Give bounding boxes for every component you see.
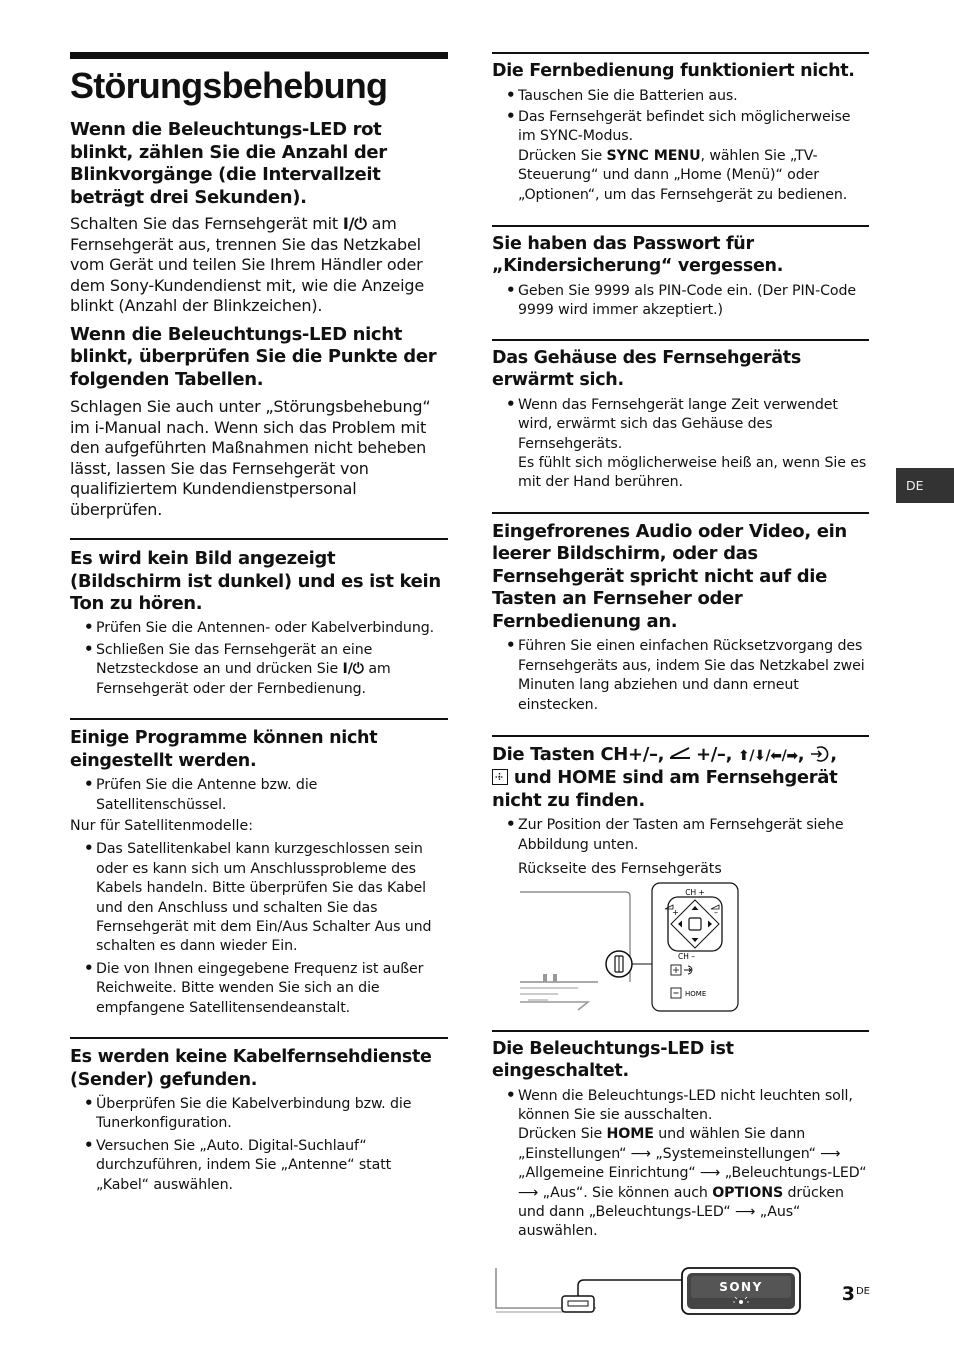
power-symbol: I/⏻ [342,661,364,678]
arrow-icon: ⟶ [700,1165,721,1182]
section-divider [492,1030,869,1032]
list-item: • Schließen Sie das Fernsehgerät an eine Netzsteckdose an und drücken Sie I/⏻ am Fernsehgerät oder der Fernbedienung. [70,641,448,699]
led-blinks-heading: Wenn die Beleuchtungs-LED rot blinkt, zählen Sie die Anzahl der Blinkvorgänge (die Intervallzeit beträgt drei Sekunden). [70,119,387,208]
remote-heading: Die Fernbedienung funktioniert nicht. [492,61,855,81]
tv-led-figure [492,1266,812,1322]
figure-caption: Rückseite des Fernsehgeräts [518,861,722,878]
section-divider [492,735,869,737]
input-icon [810,746,830,762]
housing-heading: Das Gehäuse des Fernsehgeräts erwärmt sich. [492,347,801,391]
list-item: • Führen Sie einen einfachen Rücksetzvorgang des Fernsehgeräts aus, indem Sie das Netzkabel zwei Minuten lang abziehen und dann erneut einstecken. [492,637,869,715]
list-item: • Versuchen Sie „Auto. Digital-Suchlauf“ durchzuführen, indem Sie „Antenne“ statt „Kabel“ auswählen. [70,1137,448,1195]
list-item: • Prüfen Sie die Antenne bzw. die Satellitenschüssel. [70,776,448,815]
programs-heading: Einige Programme können nicht eingestellt werden. [70,728,378,771]
option-icon [492,769,508,785]
satellite-note: Nur für Satellitenmodelle: [70,817,254,834]
list-item: • Das Fernsehgerät befindet sich möglicherweise im SYNC-Modus. Drücken Sie SYNC MENU, wählen Sie „TV-Steuerung“ und dann „Home (Menü)“ oder „Optionen“, um das Fernsehgerät zu bedienen. [492,108,869,205]
page-number: 3DE [841,1283,870,1305]
frozen-list [492,637,869,715]
led-on-list [492,1087,869,1242]
section-divider [492,52,869,54]
section-divider [492,225,869,227]
housing-list [492,396,869,493]
led-no-blink-text: Schlagen Sie auch unter „Störungsbehebung“ im i-Manual nach. Wenn sich das Problem mit den aufgeführten Maßnahmen nicht beheben lässt, lassen Sie das Fernsehgerät von qualifiziertem Kundendienstpersonal überprüfen. [70,397,431,519]
title-rule [70,52,448,59]
power-symbol: I/⏻ [342,214,367,233]
list-item: • Die von Ihnen eingegebene Frequenz ist außer Reichweite. Bitte wenden Sie sich an die empfangene Satellitensendeanstalt. [70,960,448,1018]
vol-minus-label: – [714,907,718,917]
frozen-heading: Eingefrorenes Audio oder Video, ein leerer Bildschirm, oder das Fernsehgerät spricht nicht auf die Tasten an Fernseher oder Fernbedienung an. [492,520,847,632]
list-item: • Geben Sie 9999 als PIN-Code ein. (Der PIN-Code 9999 wird immer akzeptiert.) [492,282,869,321]
section-divider [492,339,869,341]
list-item: • Wenn die Beleuchtungs-LED nicht leuchten soll, können Sie sie ausschalten. Drücken Sie HOME und wählen Sie dann „Einstellungen“ ⟶ „Systemeinstellungen“ ⟶ „Allgemeine Einrichtung“ ⟶ „Beleuchtungs-LED“ ⟶ „Aus“. Sie können auch OPTIONS drücken und dann „Beleuchtungs-LED“ ⟶ „Aus“ auswählen. [492,1087,869,1242]
led-blinks-text: Schalten Sie das Fernsehgerät mit I/⏻ am Fernsehgerät aus, trennen Sie das Netzkabel vom Gerät und teilen Sie Ihrem Händler oder dem Sony-Kundendienst mit, wie die Anzeige blinkt (Anzahl der Blinkzeichen). [70,214,424,315]
section-divider [70,538,448,540]
right-column [492,52,869,1322]
remote-list [492,87,869,205]
arrow-icon: ⟶ [735,1204,756,1221]
ch-plus-label: CH + [685,887,705,897]
list-item: • Zur Position der Tasten am Fernsehgerät siehe Abbildung unten. [492,816,869,855]
satellite-list [70,840,448,1018]
ch-minus-label: CH – [678,951,696,961]
home-label: HOME [685,989,707,998]
options-key: OPTIONS [712,1184,784,1201]
volume-icon [670,747,690,759]
cable-list [70,1095,448,1195]
section-divider [70,718,448,720]
led-no-blink-heading: Wenn die Beleuchtungs-LED nicht blinkt, überprüfen Sie die Punkte der folgenden Tabellen. [70,323,437,390]
password-heading: Sie haben das Passwort für „Kindersicherung“ vergessen. [492,233,784,277]
tv-rear-buttons-figure [518,882,768,1014]
programs-list [70,776,448,815]
no-picture-heading: Es wird kein Bild angezeigt (Bildschirm ist dunkel) und es ist kein Ton zu hören. [70,548,441,614]
list-item: • Tauschen Sie die Batterien aus. [492,87,869,106]
cable-heading: Es werden keine Kabelfernsehdienste (Sender) gefunden. [70,1047,432,1090]
arrow-icon: ⟶ [820,1145,841,1162]
section-divider [492,512,869,514]
list-item: • Prüfen Sie die Antennen- oder Kabelverbindung. [70,619,448,638]
password-list [492,282,869,321]
left-column [70,52,448,1195]
arrow-keys-icons: ⬆/⬇/⬅/➡ [737,747,798,764]
list-item: • Das Satellitenkabel kann kurzgeschlossen sein oder es kann sich um Anschlussprobleme des Kabels handeln. Bitte überprüfen Sie das Kabel und den Anschluss und schalten Sie das Fernsehgerät mit dem Ein/Aus Schalter Aus und schalten es dann wieder Ein. [70,840,448,956]
page-title: Störungsbehebung [70,65,388,106]
list-item: • Wenn das Fernsehgerät lange Zeit verwendet wird, erwärmt sich das Gehäuse des Fernsehgeräts. Es fühlt sich möglicherweise heiß an, wenn Sie es mit der Hand berühren. [492,396,869,493]
home-key: HOME [606,1126,654,1143]
language-tab: DE [896,468,954,503]
sony-logo: SONY [719,1279,763,1294]
list-item: • Überprüfen Sie die Kabelverbindung bzw. die Tunerkonfiguration. [70,1095,448,1134]
section-divider [70,1037,448,1039]
arrow-icon: ⟶ [630,1145,652,1162]
arrow-icon: ⟶ [518,1184,539,1201]
buttons-list [492,816,869,855]
buttons-heading: Die Tasten CH+/–, +/–, ⬆/⬇/⬅/➡, , und HOME sind am Fernsehgerät nicht zu finden. [492,743,838,811]
led-on-heading: Die Beleuchtungs-LED ist eingeschaltet. [492,1038,734,1082]
vol-plus-label: + [672,907,679,917]
no-picture-list [70,619,448,700]
sync-menu-key: SYNC MENU [606,147,701,164]
